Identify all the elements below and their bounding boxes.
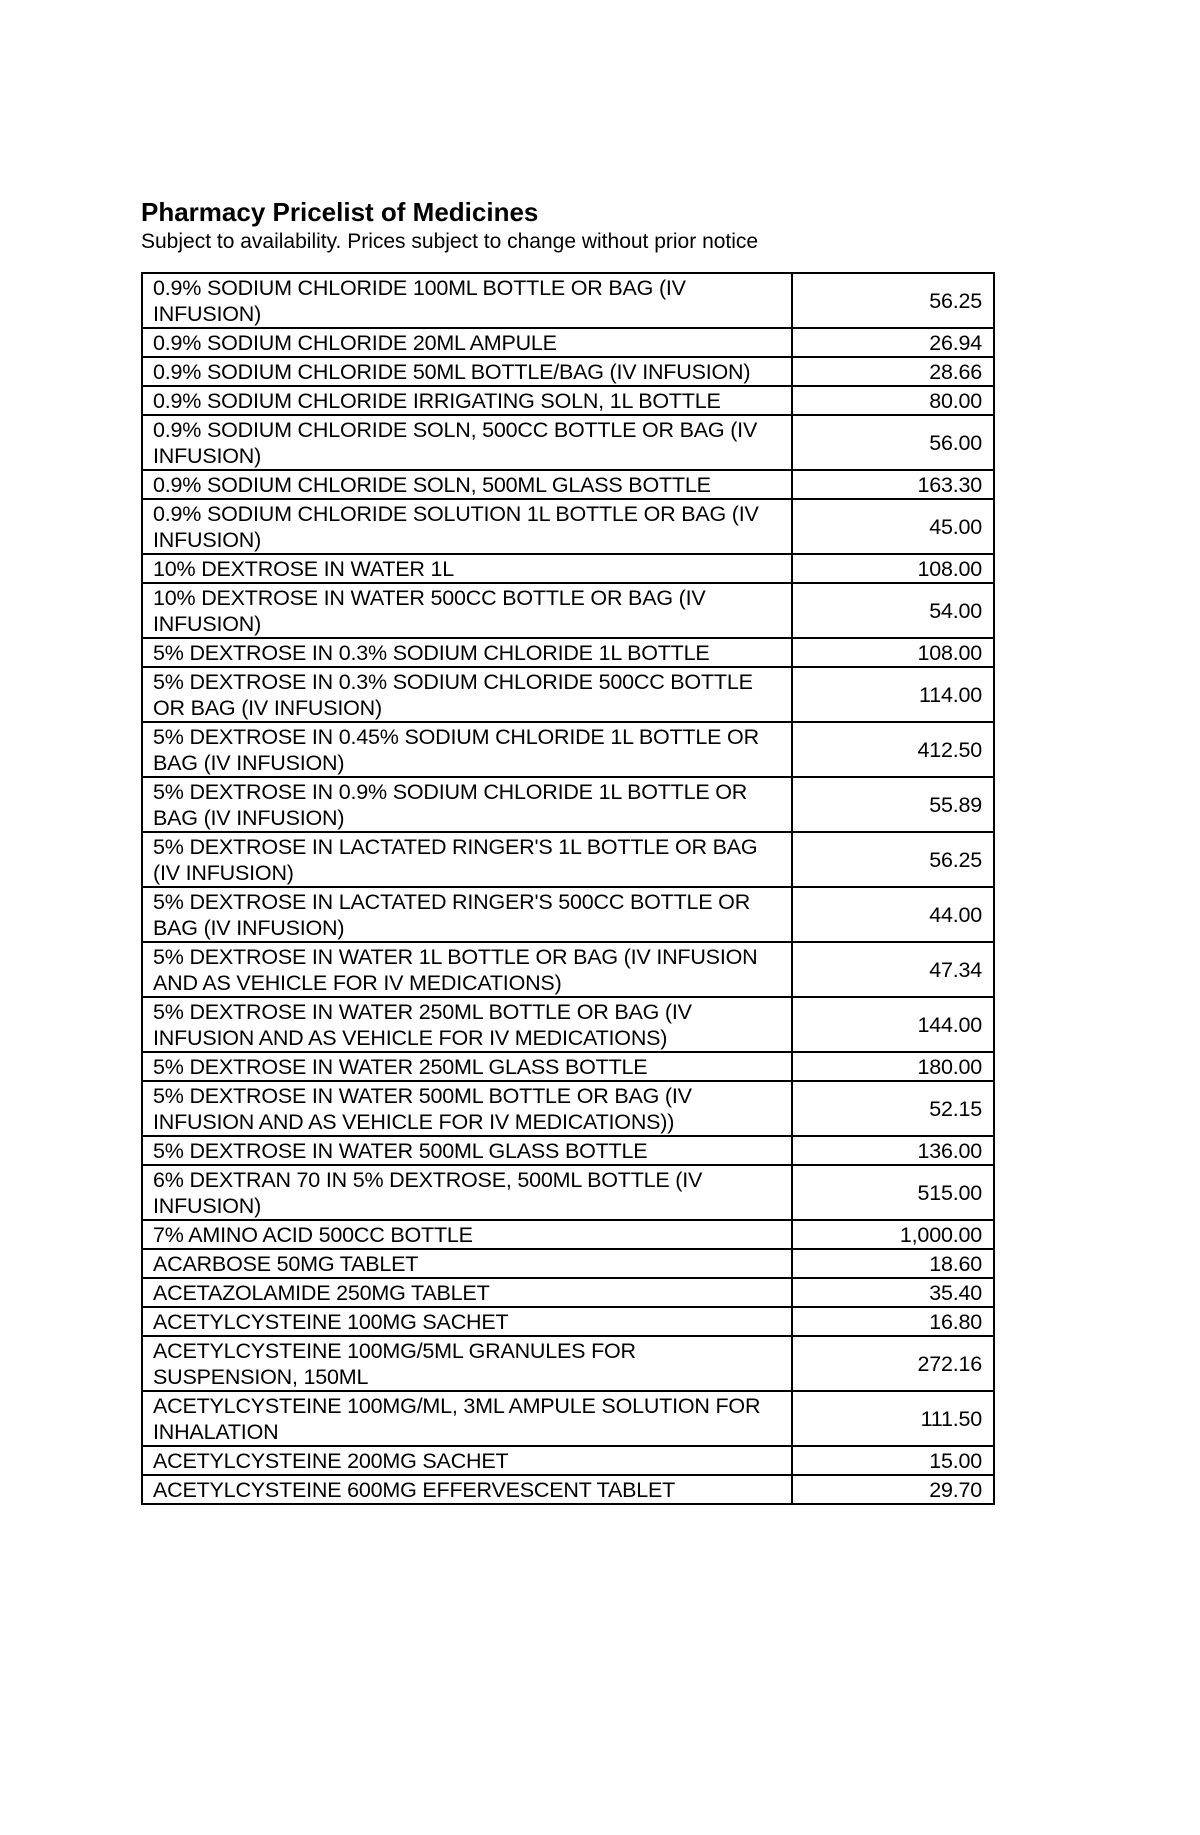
medicine-name: 0.9% SODIUM CHLORIDE 50ML BOTTLE/BAG (IV INFUSION) <box>142 357 792 386</box>
medicine-name: 0.9% SODIUM CHLORIDE 20ML AMPULE <box>142 328 792 357</box>
table-row <box>142 386 994 415</box>
medicine-name: 6% DEXTRAN 70 IN 5% DEXTROSE, 500ML BOTTLE (IV INFUSION) <box>142 1165 792 1220</box>
table-row <box>142 777 994 832</box>
medicine-price: 44.00 <box>792 887 994 942</box>
medicine-price: 412.50 <box>792 722 994 777</box>
price-table <box>141 272 995 1505</box>
medicine-name: 0.9% SODIUM CHLORIDE 100ML BOTTLE OR BAG (IV INFUSION) <box>142 273 792 328</box>
medicine-name: 5% DEXTROSE IN LACTATED RINGER'S 500CC BOTTLE OR BAG (IV INFUSION) <box>142 887 792 942</box>
medicine-name: 5% DEXTROSE IN LACTATED RINGER'S 1L BOTTLE OR BAG (IV INFUSION) <box>142 832 792 887</box>
medicine-price: 56.00 <box>792 415 994 470</box>
medicine-name: 5% DEXTROSE IN WATER 500ML GLASS BOTTLE <box>142 1136 792 1165</box>
table-row <box>142 273 994 328</box>
table-row <box>142 554 994 583</box>
table-row <box>142 1052 994 1081</box>
medicine-name: 5% DEXTROSE IN WATER 1L BOTTLE OR BAG (IV INFUSION AND AS VEHICLE FOR IV MEDICATIONS) <box>142 942 792 997</box>
document-header <box>141 197 758 255</box>
medicine-name: ACETYLCYSTEINE 100MG/ML, 3ML AMPULE SOLUTION FOR INHALATION <box>142 1391 792 1446</box>
medicine-price: 56.25 <box>792 273 994 328</box>
medicine-price: 35.40 <box>792 1278 994 1307</box>
medicine-name: 10% DEXTROSE IN WATER 1L <box>142 554 792 583</box>
table-row <box>142 499 994 554</box>
medicine-price: 55.89 <box>792 777 994 832</box>
table-row <box>142 942 994 997</box>
medicine-price: 272.16 <box>792 1336 994 1391</box>
table-row <box>142 1081 994 1136</box>
table-row <box>142 1475 994 1504</box>
table-row <box>142 1165 994 1220</box>
table-row <box>142 1136 994 1165</box>
medicine-price: 111.50 <box>792 1391 994 1446</box>
medicine-name: ACETYLCYSTEINE 100MG SACHET <box>142 1307 792 1336</box>
table-row <box>142 415 994 470</box>
table-row <box>142 1249 994 1278</box>
medicine-name: ACARBOSE 50MG TABLET <box>142 1249 792 1278</box>
medicine-price: 47.34 <box>792 942 994 997</box>
medicine-price: 180.00 <box>792 1052 994 1081</box>
medicine-name: 0.9% SODIUM CHLORIDE SOLN, 500ML GLASS BOTTLE <box>142 470 792 499</box>
medicine-name: 5% DEXTROSE IN WATER 500ML BOTTLE OR BAG (IV INFUSION AND AS VEHICLE FOR IV MEDICATIONS)) <box>142 1081 792 1136</box>
price-table-body <box>142 273 994 1504</box>
table-row <box>142 722 994 777</box>
medicine-price: 144.00 <box>792 997 994 1052</box>
medicine-name: 0.9% SODIUM CHLORIDE SOLN, 500CC BOTTLE OR BAG (IV INFUSION) <box>142 415 792 470</box>
table-row <box>142 832 994 887</box>
medicine-price: 45.00 <box>792 499 994 554</box>
table-row <box>142 583 994 638</box>
medicine-price: 28.66 <box>792 357 994 386</box>
table-row <box>142 638 994 667</box>
table-row <box>142 997 994 1052</box>
medicine-price: 29.70 <box>792 1475 994 1504</box>
medicine-name: 5% DEXTROSE IN 0.9% SODIUM CHLORIDE 1L BOTTLE OR BAG (IV INFUSION) <box>142 777 792 832</box>
page-subtitle: Subject to availability. Prices subject to change without prior notice <box>141 230 759 253</box>
medicine-name: 7% AMINO ACID 500CC BOTTLE <box>142 1220 792 1249</box>
medicine-name: 10% DEXTROSE IN WATER 500CC BOTTLE OR BAG (IV INFUSION) <box>142 583 792 638</box>
table-row <box>142 1446 994 1475</box>
page-title: Pharmacy Pricelist of Medicines <box>141 197 539 227</box>
medicine-price: 56.25 <box>792 832 994 887</box>
medicine-name: ACETYLCYSTEINE 200MG SACHET <box>142 1446 792 1475</box>
medicine-price: 163.30 <box>792 470 994 499</box>
table-row <box>142 470 994 499</box>
table-row <box>142 667 994 722</box>
table-row <box>142 1278 994 1307</box>
table-row <box>142 1336 994 1391</box>
medicine-name: 5% DEXTROSE IN 0.3% SODIUM CHLORIDE 1L BOTTLE <box>142 638 792 667</box>
medicine-price: 1,000.00 <box>792 1220 994 1249</box>
medicine-name: 5% DEXTROSE IN WATER 250ML BOTTLE OR BAG (IV INFUSION AND AS VEHICLE FOR IV MEDICATIONS) <box>142 997 792 1052</box>
medicine-price: 15.00 <box>792 1446 994 1475</box>
medicine-price: 136.00 <box>792 1136 994 1165</box>
medicine-name: ACETYLCYSTEINE 600MG EFFERVESCENT TABLET <box>142 1475 792 1504</box>
medicine-name: ACETYLCYSTEINE 100MG/5ML GRANULES FOR SUSPENSION, 150ML <box>142 1336 792 1391</box>
medicine-name: 0.9% SODIUM CHLORIDE IRRIGATING SOLN, 1L BOTTLE <box>142 386 792 415</box>
medicine-price: 16.80 <box>792 1307 994 1336</box>
medicine-name: 5% DEXTROSE IN 0.3% SODIUM CHLORIDE 500CC BOTTLE OR BAG (IV INFUSION) <box>142 667 792 722</box>
medicine-price: 18.60 <box>792 1249 994 1278</box>
medicine-name: ACETAZOLAMIDE 250MG TABLET <box>142 1278 792 1307</box>
medicine-name: 5% DEXTROSE IN 0.45% SODIUM CHLORIDE 1L BOTTLE OR BAG (IV INFUSION) <box>142 722 792 777</box>
medicine-price: 114.00 <box>792 667 994 722</box>
medicine-price: 26.94 <box>792 328 994 357</box>
table-row <box>142 1391 994 1446</box>
medicine-price: 80.00 <box>792 386 994 415</box>
medicine-price: 52.15 <box>792 1081 994 1136</box>
table-row <box>142 328 994 357</box>
medicine-price: 108.00 <box>792 638 994 667</box>
table-row <box>142 357 994 386</box>
medicine-name: 0.9% SODIUM CHLORIDE SOLUTION 1L BOTTLE OR BAG (IV INFUSION) <box>142 499 792 554</box>
medicine-price: 515.00 <box>792 1165 994 1220</box>
medicine-name: 5% DEXTROSE IN WATER 250ML GLASS BOTTLE <box>142 1052 792 1081</box>
table-row <box>142 1220 994 1249</box>
table-row <box>142 1307 994 1336</box>
table-row <box>142 887 994 942</box>
medicine-price: 108.00 <box>792 554 994 583</box>
medicine-price: 54.00 <box>792 583 994 638</box>
